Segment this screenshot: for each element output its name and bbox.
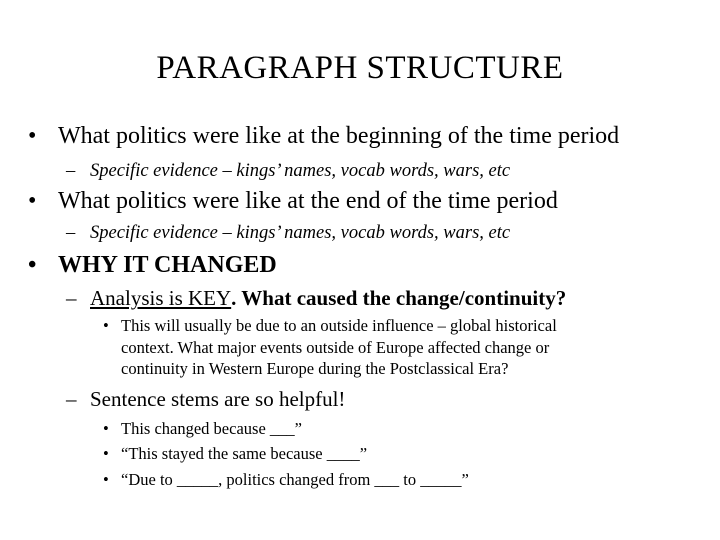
sub-bullet-beginning-evidence: [66, 159, 510, 183]
bullet-icon: •: [103, 444, 109, 463]
bullet-end-text: What politics were like at the end of the time period: [58, 188, 558, 214]
bullet-beginning-text: What politics were like at the beginning of the time period: [58, 123, 620, 149]
slide-title: PARAGRAPH STRUCTURE: [156, 50, 564, 86]
bullet-icon: •: [28, 123, 37, 149]
sub-bullet-analysis: [66, 284, 566, 312]
bullet-icon: •: [28, 252, 37, 278]
sub-bullet-beginning-evidence-text: Specific evidence – kings’ names, vocab words, wars, etc: [90, 161, 511, 181]
bullet-icon: •: [103, 316, 109, 335]
analysis-key-text: Analysis is KEY: [90, 286, 232, 310]
stem-3-text: “Due to _____, politics changed from ___ to _____”: [121, 470, 469, 489]
bullet-icon: •: [103, 419, 109, 438]
stem-1-text: This changed because ___”: [121, 419, 302, 438]
sentence-stems-text: Sentence stems are so helpful!: [90, 387, 346, 411]
bullet-icon: •: [28, 188, 37, 214]
detail-line-2: context. What major events outside of Europe affected change or: [121, 338, 550, 357]
dash-icon: –: [66, 161, 76, 181]
detail-line-1: This will usually be due to an outside influence – global historical: [121, 316, 557, 335]
bullet-why-changed: [28, 250, 277, 280]
stem-item: [103, 469, 469, 490]
bullet-icon: •: [103, 470, 109, 489]
bullet-beginning: [28, 121, 619, 151]
stem-2-text: “This stayed the same because ____”: [121, 444, 368, 463]
sub-bullet-end-evidence: [66, 221, 510, 245]
analysis-question-text: . What caused the change/continuity?: [231, 286, 567, 310]
sub-bullet-sentence-stems: [66, 385, 345, 413]
stem-item: [103, 443, 367, 464]
sub-bullet-end-evidence-text: Specific evidence – kings’ names, vocab words, wars, etc: [90, 223, 511, 243]
dash-icon: –: [66, 387, 77, 411]
bullet-why-changed-text: WHY IT CHANGED: [58, 252, 277, 278]
detail-bullet-outside-influence: [103, 315, 557, 336]
dash-icon: –: [66, 286, 77, 310]
stem-item: [103, 418, 302, 439]
dash-icon: –: [66, 223, 76, 243]
detail-line-3: continuity in Western Europe during the Postclassical Era?: [121, 359, 509, 378]
bullet-end: [28, 186, 558, 216]
